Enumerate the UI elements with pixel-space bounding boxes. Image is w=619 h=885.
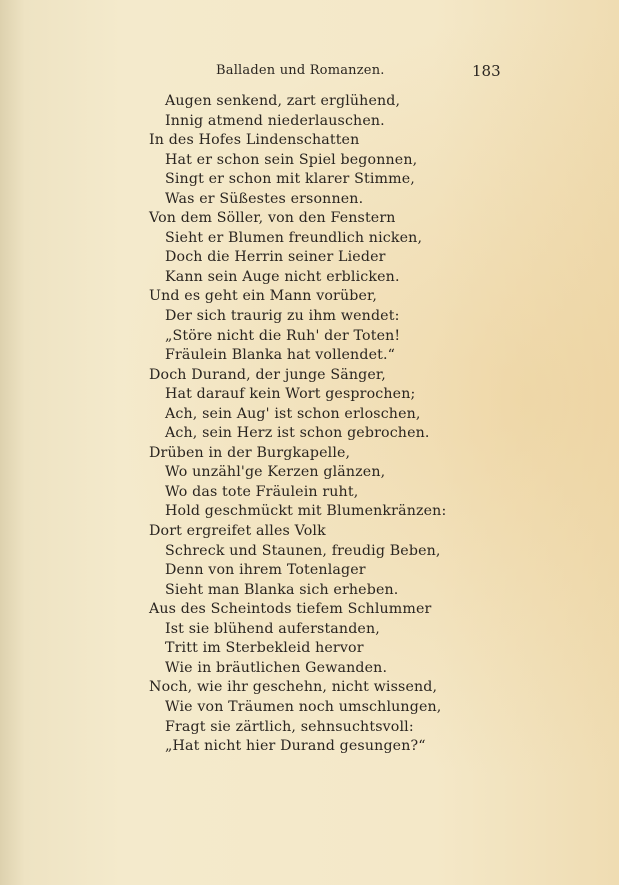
poem-line: Denn von ihrem Totenlager	[165, 562, 366, 579]
poem-line: „Störe nicht die Ruh' der Toten!	[165, 327, 401, 344]
poem-line: Innig atmend niederlauschen.	[165, 112, 385, 129]
poem-line: Aus des Scheintods tiefem Schlummer	[149, 601, 432, 618]
poem-line: Fragt sie zärtlich, sehnsuchtsvoll:	[165, 718, 414, 735]
page-number: 183	[472, 62, 501, 80]
poem-line: „Hat nicht hier Durand gesungen?“	[165, 738, 426, 755]
poem-line: Dort ergreifet alles Volk	[149, 523, 326, 540]
poem-line: Was er Süßestes ersonnen.	[165, 190, 364, 207]
page-header	[0, 63, 619, 85]
poem-line: Tritt im Sterbekleid hervor	[165, 640, 364, 657]
poem-line: Sieht man Blanka sich erheben.	[165, 581, 399, 598]
poem-line: Noch, wie ihr geschehn, nicht wissend,	[149, 679, 438, 696]
poem-line: Und es geht ein Mann vorüber,	[149, 288, 378, 305]
poem-line: Der sich traurig zu ihm wendet:	[165, 308, 400, 325]
poem-line: Wie von Träumen noch umschlungen,	[165, 698, 442, 715]
poem-line: Fräulein Blanka hat vollendet.“	[165, 347, 396, 364]
running-title: Balladen und Romanzen.	[216, 63, 385, 78]
poem-line: Drüben in der Burgkapelle,	[149, 444, 351, 461]
poem-line: Augen senkend, zart erglühend,	[165, 93, 401, 109]
poem-line: Doch Durand, der junge Sänger,	[149, 366, 386, 383]
poem-line: Schreck und Staunen, freudig Beben,	[165, 542, 441, 559]
poem-line: Ist sie blühend auferstanden,	[165, 620, 380, 637]
poem-line: Doch die Herrin seiner Lieder	[165, 249, 386, 266]
poem-line: Wie in bräutlichen Gewanden.	[165, 659, 388, 676]
poem-text	[0, 92, 619, 757]
poem-line: Hat darauf kein Wort gesprochen;	[165, 386, 416, 403]
poem-line: Von dem Söller, von den Fenstern	[149, 210, 396, 227]
poem-line: Ach, sein Herz ist schon gebrochen.	[165, 425, 430, 442]
poem-line: Hold geschmückt mit Blumenkränzen:	[165, 503, 447, 520]
poem-line: Singt er schon mit klarer Stimme,	[165, 171, 415, 188]
poem-line: Hat er schon sein Spiel begonnen,	[165, 151, 418, 168]
poem-line: Sieht er Blumen freundlich nicken,	[165, 229, 423, 246]
poem-line: Wo unzähl'ge Kerzen glänzen,	[165, 464, 386, 481]
poem-line: In des Hofes Lindenschatten	[149, 132, 360, 149]
poem-line: Kann sein Auge nicht erblicken.	[165, 268, 400, 285]
poem-line: Wo das tote Fräulein ruht,	[165, 483, 359, 500]
poem-line: Ach, sein Aug' ist schon erloschen,	[165, 405, 421, 422]
